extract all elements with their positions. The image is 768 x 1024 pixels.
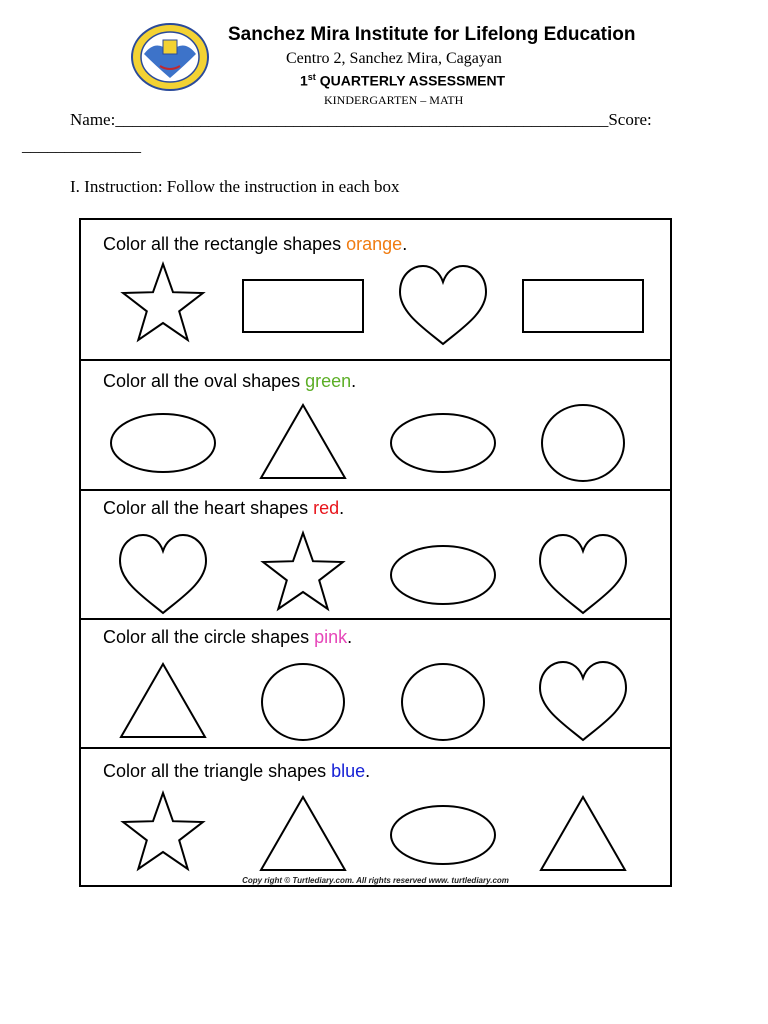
copyright-notice: Copy right © Turtlediary.com. All rights reserved www. turtlediary.com [242,876,509,885]
rectangle-shape-icon[interactable] [518,261,648,351]
circle-shape [542,405,624,481]
row-suffix: . [347,627,353,647]
triangle-shape-icon[interactable] [238,398,368,488]
row-suffix: . [402,234,408,254]
oval-shape-icon[interactable] [378,530,508,620]
school-logo [130,22,210,92]
circle-shape [262,664,344,740]
heart-shape-icon[interactable] [378,261,508,351]
triangle-shape [541,797,625,870]
color-word-blue: blue [331,761,366,781]
row-heart [81,491,670,620]
grade-subject: KINDERGARTEN – MATH [324,93,464,107]
rectangle-shape-icon[interactable] [238,261,368,351]
triangle-shape [261,405,345,478]
institution-name: Sanchez Mira Institute for Lifelong Education [228,24,636,45]
row-prefix: Color all the heart shapes [103,498,314,518]
row-instruction [103,371,356,392]
triangle-shape-icon[interactable] [238,790,368,880]
worksheet-box [79,218,672,887]
star-shape-icon[interactable] [98,261,228,351]
heart-shape-icon[interactable] [518,657,648,747]
heart-shape [120,535,206,613]
row-oval [81,361,670,491]
circle-shape-icon[interactable] [238,657,368,747]
oval-shape [111,414,215,472]
heart-shape-icon[interactable] [98,530,228,620]
star-shape [263,533,343,609]
score-blank: ______________ [22,136,141,155]
oval-shape-icon[interactable] [98,398,228,488]
circle-shape-icon[interactable] [518,398,648,488]
heart-shape [540,662,626,740]
row-prefix: Color all the triangle shapes [103,761,332,781]
star-shape [123,793,203,869]
row-suffix: . [339,498,345,518]
row-circle [81,620,670,749]
row-suffix: . [365,761,371,781]
name-field [70,110,652,130]
row-prefix: Color all the rectangle shapes [103,234,347,254]
triangle-shape-icon[interactable] [518,790,648,880]
oval-shape [391,546,495,604]
oval-shape-icon[interactable] [378,790,508,880]
assessment-title [300,72,505,89]
rectangle-shape [243,280,363,332]
triangle-shape [121,664,205,737]
row-prefix: Color all the circle shapes [103,627,315,647]
circle-shape [402,664,484,740]
star-shape-icon[interactable] [238,530,368,620]
heart-shape [540,535,626,613]
assessment-ordinal-suffix: st [307,72,316,82]
row-prefix: Color all the oval shapes [103,371,306,391]
star-shape-icon[interactable] [98,790,228,880]
row-rectangle [81,220,670,361]
heart-shape [400,266,486,344]
oval-shape [391,414,495,472]
score-label: Score: [608,110,652,129]
assessment-label: QUARTERLY ASSESSMENT [315,72,506,89]
color-word-orange: orange [346,234,403,254]
row-triangle [81,749,670,885]
instruction-text: I. Instruction: Follow the instruction in each box [70,177,400,196]
name-label: Name: [70,110,116,129]
name-blank: __________________________________________________________ [115,110,609,129]
row-instruction [103,761,370,782]
row-suffix: . [351,371,357,391]
row-instruction [103,234,407,255]
row-instruction [103,498,344,519]
triangle-shape-icon[interactable] [98,657,228,747]
circle-shape-icon[interactable] [378,657,508,747]
row-instruction [103,627,352,648]
heart-shape-icon[interactable] [518,530,648,620]
color-word-red: red [313,498,340,518]
institution-address: Centro 2, Sanchez Mira, Cagayan [286,50,502,67]
color-word-green: green [305,371,352,391]
oval-shape [391,806,495,864]
assessment-ordinal: 1 [300,72,308,89]
rectangle-shape [523,280,643,332]
oval-shape-icon[interactable] [378,398,508,488]
color-word-pink: pink [314,627,348,647]
triangle-shape [261,797,345,870]
star-shape [123,264,203,340]
